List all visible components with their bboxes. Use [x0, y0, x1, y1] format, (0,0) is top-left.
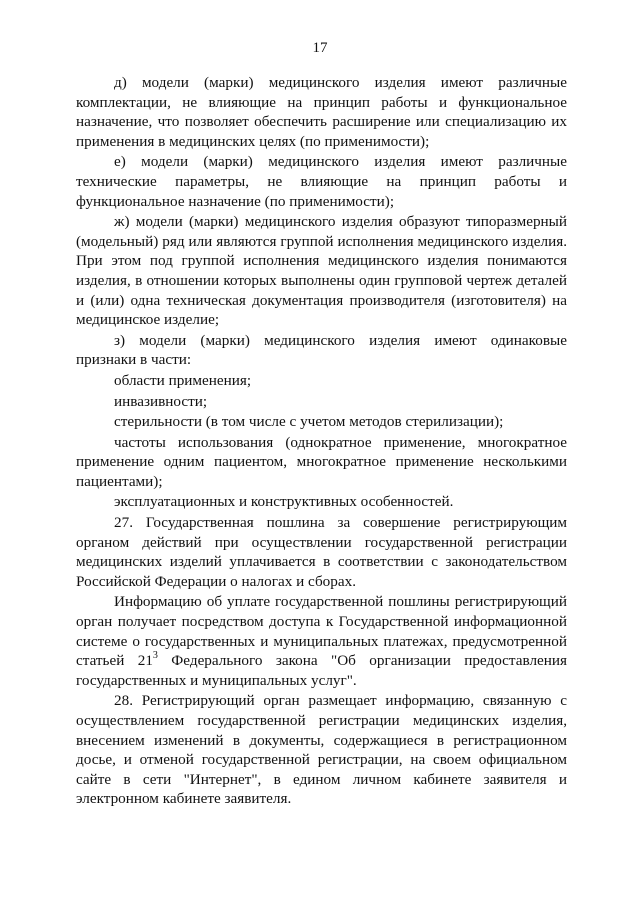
- paragraph-item-z: з) модели (марки) медицинского изделия имеют одинаковые признаки в части:: [76, 331, 567, 369]
- paragraph-fee-information: [76, 592, 567, 690]
- paragraph-27: 27. Государственная пошлина за совершение регистрирующим органом действий при осуществлении государственной регистрации медицинских изделий уплачивается в соответствии с законодательством Российской Федерации о налогах и сборах.: [76, 514, 567, 590]
- list-item-usage-frequency: частоты использования (однократное применение, многократное применение одним пациентом, многократное применение несколькими пациентами);: [76, 433, 567, 490]
- fee-text-after: Федерального закона "Об организации предоставления государственных и муниципальных услуг".: [76, 652, 568, 689]
- paragraph-item-d: д) модели (марки) медицинского изделия имеют различные комплектации, не влияющие на принцип работы и функциональное назначение, что позволяет обеспечить расширение или специализацию их применения в медицинских целях (по применимости);: [76, 74, 567, 150]
- list-item-application-area: области применения;: [114, 371, 252, 389]
- paragraph-item-zh: ж) модели (марки) медицинского изделия образуют типоразмерный (модельный) ряд или являются группой исполнения медицинского изделия. При этом под группой исполнения медицинского изделия понимаются изделия, в отношении которых выполнены один групповой чертеж деталей и (или) одна техническая документация производителя (изготовителя) на медицинское изделие;: [76, 213, 567, 329]
- list-item-sterility: стерильности (в том числе с учетом методов стерилизации);: [114, 413, 504, 431]
- paragraph-item-e: е) модели (марки) медицинского изделия имеют различные технические параметры, не влияющие на принцип работы и функциональное назначение (по применимости);: [76, 153, 567, 210]
- document-body: [76, 73, 567, 809]
- list-item-operational-features: эксплуатационных и конструктивных особенностей.: [114, 493, 454, 511]
- fee-text-before: Информацию об уплате государственной пошлины регистрирующий орган получает посредством доступа к Государственной информационной системе о государственных и муниципальных платежах, предусмотренной статьей 21: [76, 593, 567, 670]
- article-superscript: 3: [152, 650, 158, 662]
- page-number: 17: [312, 40, 328, 56]
- list-item-invasiveness: инвазивности;: [114, 392, 208, 410]
- paragraph-28: 28. Регистрирующий орган размещает информацию, связанную с осуществлением государственной регистрации медицинских изделия, внесением изменений в документы, содержащиеся в регистрационном досье, и отменой государственной регистрации, на своем официальном сайте в сети "Интернет", в едином личном кабинете заявителя и электронном кабинете заявителя.: [76, 692, 567, 808]
